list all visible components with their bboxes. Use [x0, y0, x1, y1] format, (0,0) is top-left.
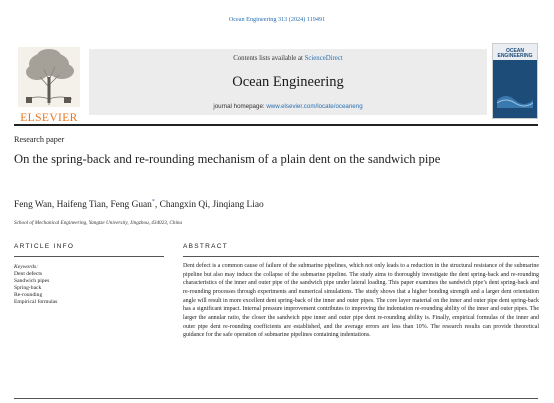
elsevier-tree-icon: [18, 47, 80, 107]
contents-prefix: Contents lists available at: [233, 55, 305, 62]
journal-cover-thumbnail[interactable]: [492, 43, 538, 119]
author-name[interactable]: Feng Wan: [14, 200, 52, 211]
abstract-divider: [183, 256, 539, 257]
keyword-item[interactable]: Empirical formulas: [14, 299, 58, 305]
cover-title: [493, 49, 537, 59]
keywords-label: Keywords:: [14, 264, 39, 270]
homepage-line: [89, 103, 487, 110]
author-name[interactable]: Changxin Qi: [159, 200, 208, 211]
abstract-text: Dent defect is a common cause of failure of the submarine pipelines, which not only leads to a reduction in the structural resistance of the submarine pipeline but also may induce the collapse of the submarine pipeline. The study aims to thoroughly investigate the dent spring-back and re-rounding characteristics of the inner and outer pipe of the sandwich pipe under lateral loading. This paper examines the sandwich pipe’s dent spring-back and re-rounding processes through experiments and numerical simulations. The study shows that a higher bonding strength and a larger dent orientation angle will result in more excellent dent spring-back of the inner and outer pipes. The core layer material on the inner and outer pipe dent spring-back has a significant impact. Internal pressure improvement contributes to improving the indentation re-rounding ability of the inner and outer pipes. The larger the annular ratio, the closer the sandwich pipe inner and outer pipe dent re-rounding ability is. Finally, empirical formulas of the inner and outer pipe dent re-rounding coefficients are established, and the average errors are less than 10%. The research results can provide theoretical guidance for the safe operation of submarine pipelines containing indentations.: [183, 263, 539, 339]
info-divider: [14, 256, 164, 257]
sciencedirect-link[interactable]: ScienceDirect: [304, 55, 343, 62]
homepage-link[interactable]: www.elsevier.com/locate/oceaneng: [266, 103, 363, 110]
journal-citation[interactable]: Ocean Engineering 313 (2024) 119491: [228, 16, 326, 23]
journal-banner: [14, 43, 538, 126]
contents-line: [89, 55, 487, 62]
elsevier-wordmark: ELSEVIER: [20, 112, 78, 124]
homepage-prefix: journal homepage:: [213, 103, 267, 110]
abstract-heading: ABSTRACT: [183, 243, 229, 250]
corresponding-author-mark[interactable]: *: [151, 199, 155, 205]
footer-divider: [14, 398, 538, 399]
keyword-item[interactable]: Re-rounding: [14, 292, 43, 298]
article-title: On the spring-back and re-rounding mechanism of a plain dent on the sandwich pipe: [14, 152, 441, 166]
cover-title-line2: ENGINEERING: [497, 53, 533, 59]
author-name[interactable]: Jinqiang Liao: [212, 200, 264, 211]
keyword-item[interactable]: Dent defects: [14, 271, 43, 277]
journal-title[interactable]: Ocean Engineering: [232, 74, 344, 90]
author-affiliation: School of Mechanical Engineering, Yangtze University, Jingzhou, 434023, China: [14, 220, 183, 226]
journal-info-box: [89, 49, 487, 115]
banner-divider: [14, 124, 538, 126]
author-list: Feng Wan, Haifeng Tian, Feng Guan*, Changxin Qi, Jinqiang Liao: [14, 199, 264, 211]
article-info-heading: ARTICLE INFO: [14, 243, 75, 250]
cover-title-line1: OCEAN: [505, 48, 525, 54]
cover-wave-icon: [497, 86, 533, 108]
keyword-item[interactable]: Spring-back: [14, 285, 42, 291]
publisher-logo[interactable]: [14, 43, 84, 125]
author-name[interactable]: Haifeng Tian: [56, 200, 106, 211]
author-name[interactable]: Feng Guan: [110, 200, 152, 211]
article-type: Research paper: [14, 135, 65, 144]
keyword-item[interactable]: Sandwich pipes: [14, 278, 50, 284]
